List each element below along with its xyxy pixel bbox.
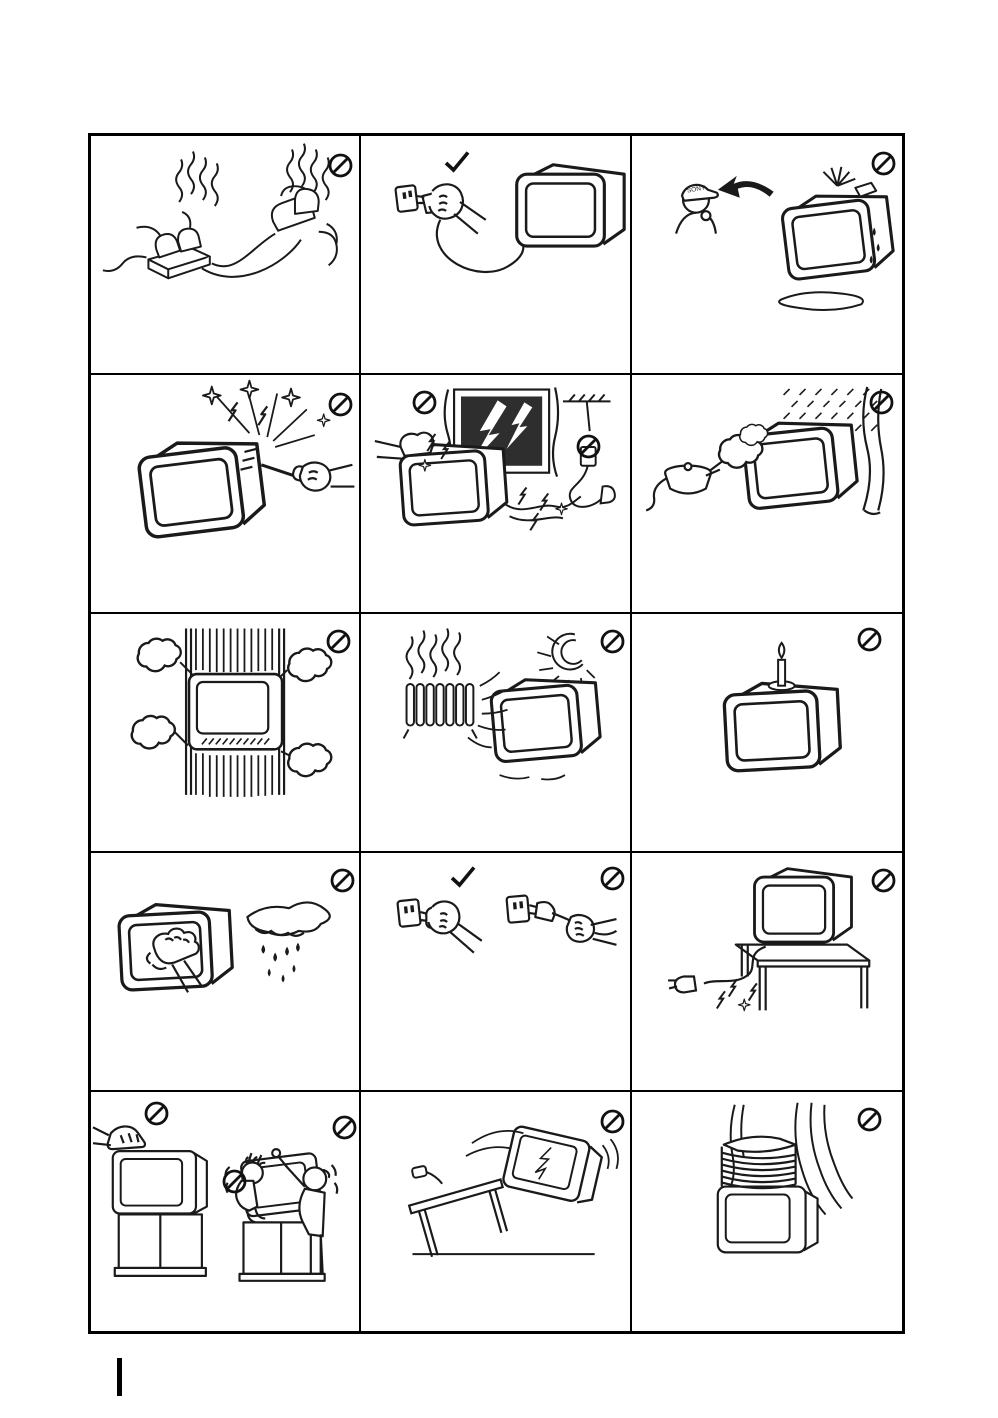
pinched-cord-illustration (632, 853, 902, 1090)
prohibition-icon (870, 867, 897, 894)
overloaded-outlets-illustration (91, 136, 359, 373)
panel-do-not-hang-or-climb (91, 1092, 361, 1331)
panel-grip-plug-not-cord (361, 853, 631, 1092)
prohibition-icon (221, 1168, 248, 1195)
wet-cloth-illustration (91, 853, 359, 1090)
prohibition-icon (868, 389, 895, 416)
prohibition-icon (411, 389, 438, 416)
ventilation-illustration (91, 614, 359, 851)
unstable-surface-illustration (361, 1092, 629, 1331)
hang-climb-illustration (91, 1092, 359, 1331)
prohibition-icon (331, 1114, 358, 1141)
panel-do-not-insert-objects (91, 375, 361, 614)
panel-keep-away-from-steam (632, 375, 902, 614)
steam-illustration (632, 375, 902, 612)
panel-do-not-cover-top (632, 1092, 902, 1331)
prohibition-icon (599, 628, 626, 655)
lightning-storm-illustration (361, 375, 629, 612)
call-service-illustration (632, 136, 902, 373)
prohibition-icon (599, 1108, 626, 1135)
check-icon (443, 150, 471, 174)
panel-do-not-overload-outlets (91, 136, 361, 375)
panel-call-service-for-spills (632, 136, 902, 375)
prohibition-icon (327, 152, 354, 179)
cap-text: SONY (686, 184, 706, 195)
prohibition-icon (329, 867, 356, 894)
precautions-grid (88, 133, 905, 1334)
prohibition-icon (325, 628, 352, 655)
prohibition-icon (599, 865, 626, 892)
prohibition-icon (575, 433, 602, 460)
prohibition-icon (870, 150, 897, 177)
panel-do-not-pinch-cord (632, 853, 902, 1092)
heat-sun-illustration (361, 614, 629, 851)
prohibition-icon (327, 391, 354, 418)
panel-lightning-storm-warning (361, 375, 631, 614)
panel-do-not-clean-with-wet-cloth (91, 853, 361, 1092)
prohibition-icon (856, 1106, 883, 1133)
panel-unplug-when-not-in-use (361, 136, 631, 375)
page-edge-marker (117, 1358, 122, 1396)
panel-use-stable-surface (361, 1092, 631, 1331)
check-icon (449, 865, 477, 889)
panel-do-not-block-ventilation (91, 614, 361, 853)
insert-objects-illustration (91, 375, 359, 612)
unplug-illustration (361, 136, 629, 373)
prohibition-icon (856, 626, 883, 653)
panel-avoid-heat-and-sunlight (361, 614, 631, 853)
plug-vs-cord-illustration (361, 853, 629, 1090)
prohibition-icon (143, 1100, 170, 1127)
panel-no-naked-flames (632, 614, 902, 853)
